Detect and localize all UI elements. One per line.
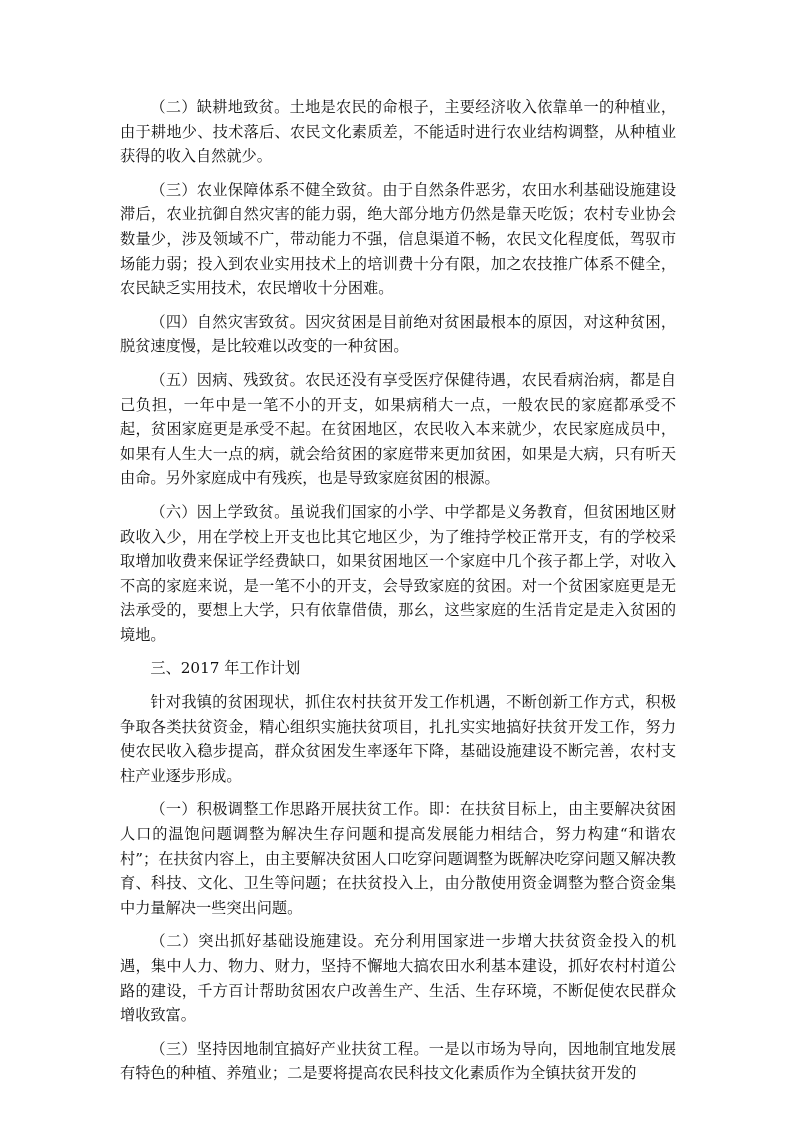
paragraph-natural-disasters: （四）自然灾害致贫。因灾贫困是目前绝对贫困最根本的原因，对这种贫困，脱贫速度慢，是比较难以改变的一种贫困。 <box>120 312 676 356</box>
section-heading-work-plan: 三、2017 年工作计划 <box>150 659 301 678</box>
document-body <box>120 95 676 1095</box>
paragraph-illness-disability: （五）因病、残致贫。农民还没有享受医疗保健待遇，农民看病治病，都是自己负担，一年中是一笔不小的开支，如果病稍大一点，一般农民的家庭都承受不起，贫困家庭更是承受不起。在贫困地区，农民收入本来就少，农民家庭成员中，如果有人生大一点的病，就会给贫困的家庭带来更加贫困，如果是大病，只有听天由命。另外家庭成中有残疾，也是导致家庭贫困的根源。 <box>120 370 676 488</box>
paragraph-plan-industry: （三）坚持因地制宜搞好产业扶贫工程。一是以市场为导向，因地制宜地发展有特色的种植、养殖业；二是要将提高农民科技文化素质作为全镇扶贫开发的 <box>120 1039 676 1083</box>
paragraph-plan-intro: 针对我镇的贫困现状，抓住农村扶贫开发工作机遇，不断创新工作方式，积极争取各类扶贫资金，精心组织实施扶贫项目，扎扎实实地搞好扶贫开发工作，努力使农民收入稳步提高，群众贫困发生率逐年下降，基础设施建设不断完善，农村支柱产业逐步形成。 <box>120 693 676 785</box>
paragraph-schooling-costs: （六）因上学致贫。虽说我们国家的小学、中学都是义务教育，但贫困地区财政收入少，用在学校上开支也比其它地区少，为了维持学校正常开支，有的学校采取增加收费来保证学经费缺口，如果贫困地区一个家庭中几个孩子都上学，对收入不高的家庭来说，是一笔不小的开支，会导致家庭的贫困。对一个贫困家庭更是无法承受的，要想上大学，只有依靠借债，那幺，这些家庭的生活肯定是走入贫困的境地。 <box>120 502 676 644</box>
paragraph-agricultural-security: （三）农业保障体系不健全致贫。由于自然条件恶劣，农田水利基础设施建设滞后，农业抗御自然灾害的能力弱，绝大部分地方仍然是靠天吃饭；农村专业协会数量少，涉及领域不广，带动能力不强，信息渠道不畅，农民文化程度低，驾驭市场能力弱；投入到农业实用技术上的培训费十分有限，加之农技推广体系不健全，农民缺乏实用技术，农民增收十分困难。 <box>120 180 676 298</box>
paragraph-plan-adjust-approach: （一）积极调整工作思路开展扶贫工作。即：在扶贫目标上，由主要解决贫困人口的温饱问题调整为解决生存问题和提高发展能力相结合，努力构建“和谐农村”；在扶贫内容上，由主要解决贫困人口吃穿问题调整为既解决吃穿问题又解决教育、科技、文化、卫生等问题；在扶贫投入上，由分散使用资金调整为整合资金集中力量解决一些突出问题。 <box>120 800 676 917</box>
paragraph-lack-of-farmland: （二）缺耕地致贫。土地是农民的命根子，主要经济收入依靠单一的种植业，由于耕地少、技术落后、农民文化素质差，不能适时进行农业结构调整，从种植业获得的收入自然就少。 <box>120 98 676 166</box>
paragraph-plan-infrastructure: （二）突出抓好基础设施建设。充分利用国家进一步增大扶贫资金投入的机遇，集中人力、物力、财力，坚持不懈地大搞农田水利基本建设，抓好农村村道公路的建设，千方百计帮助贫困农户改善生产、生活、生存环境，不断促使农民群众增收致富。 <box>120 932 676 1025</box>
